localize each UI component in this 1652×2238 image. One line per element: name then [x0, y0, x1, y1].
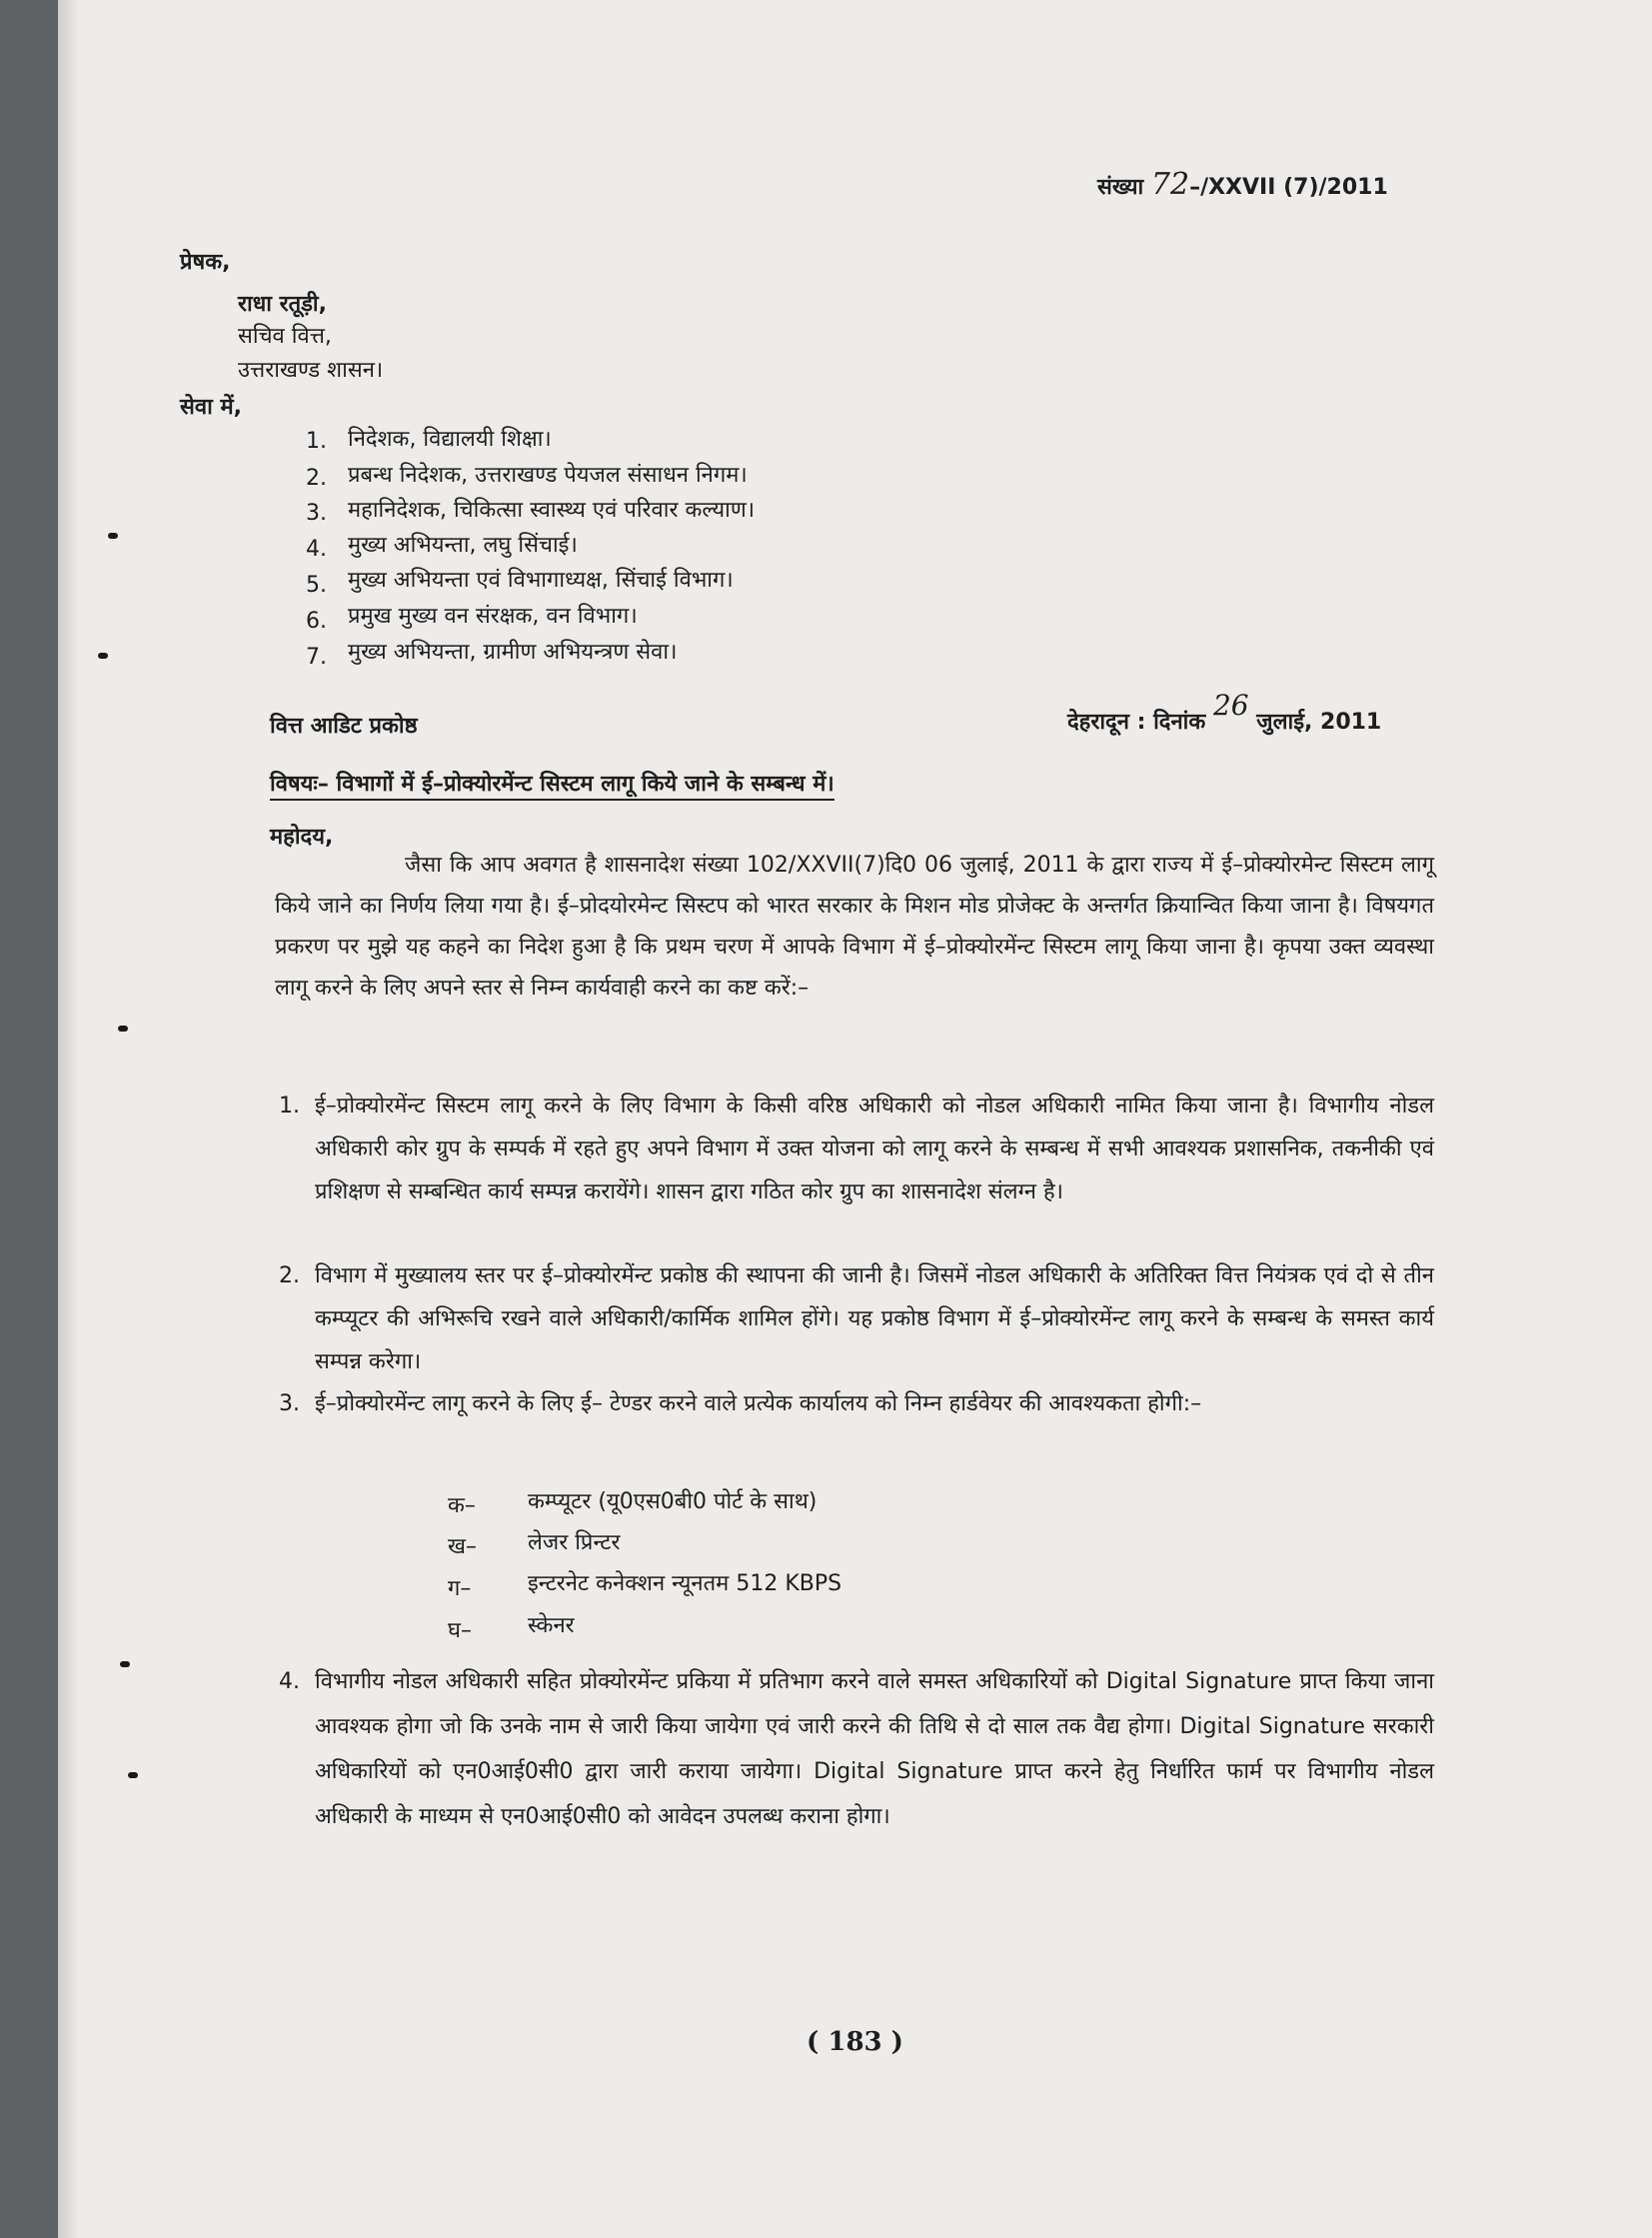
hardware-item: इन्टरनेट कनेक्शन न्यूनतम 512 KBPS [528, 1571, 842, 1596]
recipient-number: 2. [306, 466, 327, 491]
point-text: विभाग में मुख्यालय स्तर पर ई–प्रोक्योरमेंन्ट प्रकोष्ठ की स्थापना की जानी है। जिसमें नोडल अधिकारी के अतिरिक्त वित्त नियंत्रक एवं दो से तीन कम्प्यूटर की अभिरूचि रखने वाले अधिकारी/कार्मिक शामिल होंगे। यह प्रकोष्ठ विभाग में ई–प्रोक्योरमेंन्ट लागू करने के सम्बन्ध के समस्त कार्य सम्पन्न करेगा। [315, 1263, 1434, 1374]
section-name: वित्त आडिट प्रकोष्ठ [270, 714, 418, 739]
recipient-number: 6. [306, 609, 327, 634]
hardware-item: कम्प्यूटर (यू0एस0बी0 पोर्ट के साथ) [528, 1489, 818, 1514]
recipient-item: प्रमुख मुख्य वन संरक्षक, वन विभाग। [348, 604, 638, 629]
hardware-key: ग– [448, 1576, 472, 1601]
hardware-item: स्केनर [528, 1613, 575, 1638]
recipient-number: 1. [306, 429, 327, 454]
recipient-item: मुख्य अभियन्ता एवं विभागाध्यक्ष, सिंचाई विभाग। [348, 568, 734, 593]
point-2 [279, 1254, 1434, 1383]
point-4 [279, 1659, 1434, 1839]
recipients-label: सेवा में, [180, 395, 242, 420]
sender-name: राधा रतूड़ी, [238, 292, 327, 317]
sender-label: प्रेषक, [180, 250, 231, 275]
point-text: विभागीय नोडल अधिकारी सहित प्रोक्योरमेंन्ट प्रकिया में प्रतिभाग करने वाले समस्त अधिकारियों को Digital Signature प्राप्त किया जाना आवश्यक होगा जो कि उनके नाम से जारी किया जायेगा एवं जारी करने की तिथि से दो साल तक वैद्य होगा। Digital Signature सरकारी अधिकारियों को एन0आई0सी0 द्वारा जारी कराया जायेगा। Digital Signature प्राप्त करने हेतु निर्धारित फार्म पर विभागीय नोडल अधिकारी के माध्यम से एन0आई0सी0 को आवेदन उपलब्ध कराना होगा। [315, 1669, 1434, 1829]
salutation: महोदय, [270, 825, 334, 850]
point-text: ई–प्रोक्योरमेंन्ट सिस्टम लागू करने के लिए विभाग के किसी वरिष्ठ अधिकारी को नोडल अधिकारी नामित किया जाना है। विभागीय नोडल अधिकारी कोर ग्रुप के सम्पर्क में रहते हुए अपने विभाग में उक्त योजना को लागू करने के सम्बन्ध में सभी आवश्यक प्रशासनिक, तकनीकी एवं प्रशिक्षण से सम्बन्धित कार्य सम्पन्न करायेंगे। शासन द्वारा गठित कोर ग्रुप का शासनादेश संलग्न है। [315, 1094, 1434, 1204]
date-line [1067, 689, 1382, 738]
point-number: 2. [279, 1263, 300, 1288]
punch-mark [128, 1772, 138, 1778]
subject-text: विषयः– विभागों में ई–प्रोक्योरमेंन्ट सिस्टम लागू किये जाने के सम्बन्ध में। [270, 772, 834, 801]
recipient-number: 3. [306, 501, 327, 526]
point-1 [279, 1085, 1434, 1213]
reference-suffix: –/XXVII (7)/2011 [1189, 175, 1388, 200]
sender-designation: सचिव वित्त, [238, 324, 332, 349]
hardware-key: क– [448, 1493, 476, 1518]
recipient-item: प्रबन्ध निदेशक, उत्तराखण्ड पेयजल संसाधन निगम। [348, 463, 748, 488]
reference-label: संख्या [1097, 175, 1144, 200]
subject-line [270, 770, 834, 800]
recipient-number: 5. [306, 573, 327, 598]
point-3 [279, 1382, 1434, 1425]
point-number: 3. [279, 1391, 300, 1416]
recipient-number: 4. [306, 537, 327, 562]
hardware-item: लेजर प्रिन्टर [528, 1530, 621, 1555]
date-month-year: जुलाई, 2011 [1256, 710, 1382, 735]
recipient-item: महानिदेशक, चिकित्सा स्वास्थ्य एवं परिवार कल्याण। [348, 498, 756, 523]
date-day-handwritten: 26 [1212, 689, 1249, 722]
point-text: ई–प्रोक्योरमेंन्ट लागू करने के लिए ई– टेण्डर करने वाले प्रत्येक कार्यालय को निम्न हार्डवेयर की आवश्यकता होगी:– [315, 1391, 1202, 1416]
reference-number [1097, 167, 1388, 203]
recipient-item: मुख्य अभियन्ता, लघु सिंचाई। [348, 533, 578, 558]
recipient-number: 7. [306, 645, 327, 670]
recipient-item: निदेशक, विद्यालयी शिक्षा। [348, 427, 552, 452]
point-number: 4. [279, 1669, 300, 1694]
hardware-key: ख– [448, 1534, 477, 1559]
punch-mark [108, 533, 118, 539]
recipient-item: मुख्य अभियन्ता, ग्रामीण अभियन्त्रण सेवा। [348, 640, 678, 665]
punch-mark [118, 1026, 128, 1032]
hardware-key: घ– [448, 1618, 473, 1643]
punch-mark [120, 1661, 130, 1667]
point-number: 1. [279, 1094, 300, 1119]
body-paragraph: जैसा कि आप अवगत है शासनादेश संख्या 102/XXVII(7)दि0 06 जुलाई, 2011 के द्वारा राज्य में ई–प्रोक्योरमेन्ट सिस्टम लागू किये जाने का निर्णय लिया गया है। ई–प्रोदयोरमेन्ट सिस्टप को भारत सरकार के मिशन मोड प्रोजेक्ट के अन्तर्गत क्रियान्वित किया जाना है। विषयगत प्रकरण पर मुझे यह कहने का निदेश हुआ है कि प्रथम चरण में आपके विभाग में ई–प्रोक्योरमेंन्ट सिस्टम लागू किया जाना है। कृपया उक्त व्यवस्था लागू करने के लिए अपने स्तर से निम्न कार्यवाही करने का कष्ट करें:– [275, 853, 1434, 1001]
sender-govt: उत्तराखण्ड शासन। [238, 358, 384, 383]
reference-handwritten-number: 72 [1150, 167, 1190, 202]
page-number: ( 183 ) [807, 2027, 903, 2057]
date-prefix: देहरादून : दिनांक [1067, 710, 1206, 735]
punch-mark [98, 653, 108, 659]
document-page [58, 0, 1652, 2238]
